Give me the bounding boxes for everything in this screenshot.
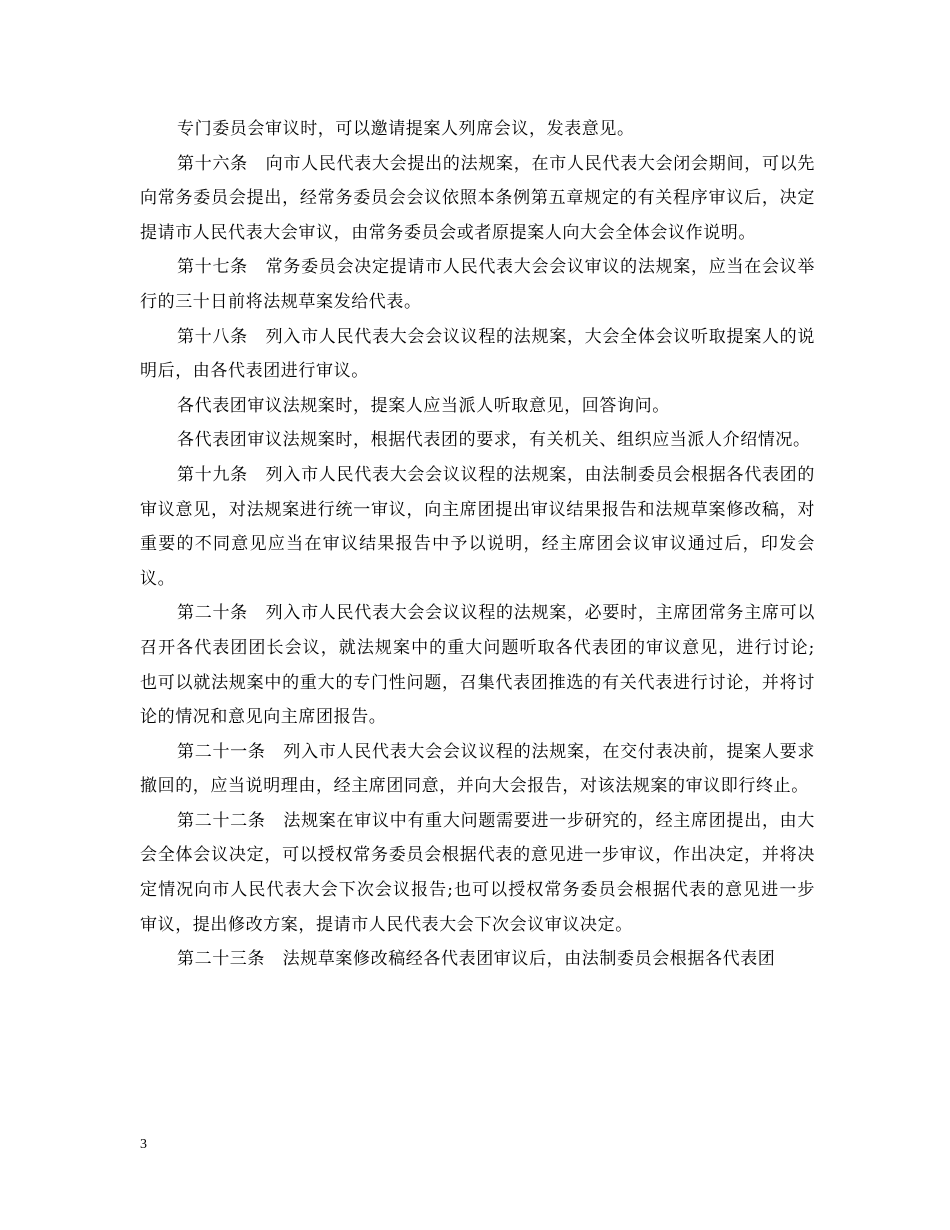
- paragraph: 专门委员会审议时，可以邀请提案人列席会议，发表意见。: [177, 119, 635, 139]
- document-body: [140, 112, 815, 977]
- paragraph-article-16: 第十六条 向市人民代表大会提出的法规案，在市人民代表大会闭会期间，可以先向常务委员会提出，经常务委员会会议依照本条例第五章规定的有关程序审议后，决定提请市人民代表大会审议，由常务委员会或者原提案人向大会全体会议作说明。: [140, 153, 815, 243]
- paragraph-article-19: 第十九条 列入市人民代表大会会议议程的法规案，由法制委员会根据各代表团的审议意见，对法规案进行统一审议，向主席团提出审议结果报告和法规草案修改稿，对重要的不同意见应当在审议结果报告中予以说明，经主席团会议审议通过后，印发会议。: [140, 464, 815, 589]
- paragraph-article-18: 第十八条 列入市人民代表大会会议议程的法规案，大会全体会议听取提案人的说明后，由各代表团进行审议。: [140, 326, 815, 382]
- paragraph-article-22: 第二十二条 法规案在审议中有重大问题需要进一步研究的，经主席团提出，由大会全体会议决定，可以授权常务委员会根据代表的意见进一步审议，作出决定，并将决定情况向市人民代表大会下次会议报告;也可以授权常务委员会根据代表的意见进一步审议，提出修改方案，提请市人民代表大会下次会议审议决定。: [140, 810, 815, 935]
- paragraph-article-23: 第二十三条 法规草案修改稿经各代表团审议后，由法制委员会根据各代表团: [177, 949, 776, 970]
- paragraph: 各代表团审议法规案时，根据代表团的要求，有关机关、组织应当派人介绍情况。: [177, 430, 811, 451]
- paragraph-article-20: 第二十条 列入市人民代表大会会议议程的法规案，必要时，主席团常务主席可以召开各代表团团长会议，就法规案中的重大问题听取各代表团的审议意见，进行讨论;也可以就法规案中的重大的专门性问题，召集代表团推选的有关代表进行讨论，并将讨论的情况和意见向主席团报告。: [140, 603, 815, 728]
- paragraph-article-17: 第十七条 常务委员会决定提请市人民代表大会会议审议的法规案，应当在会议举行的三十日前将法规草案发给代表。: [140, 257, 815, 312]
- page-number: 3: [140, 1137, 147, 1152]
- paragraph-article-21: 第二十一条 列入市人民代表大会会议议程的法规案，在交付表决前，提案人要求撤回的，应当说明理由，经主席团同意，并向大会报告，对该法规案的审议即行终止。: [140, 741, 815, 797]
- paragraph: 各代表团审议法规案时，提案人应当派人听取意见，回答询问。: [177, 395, 670, 416]
